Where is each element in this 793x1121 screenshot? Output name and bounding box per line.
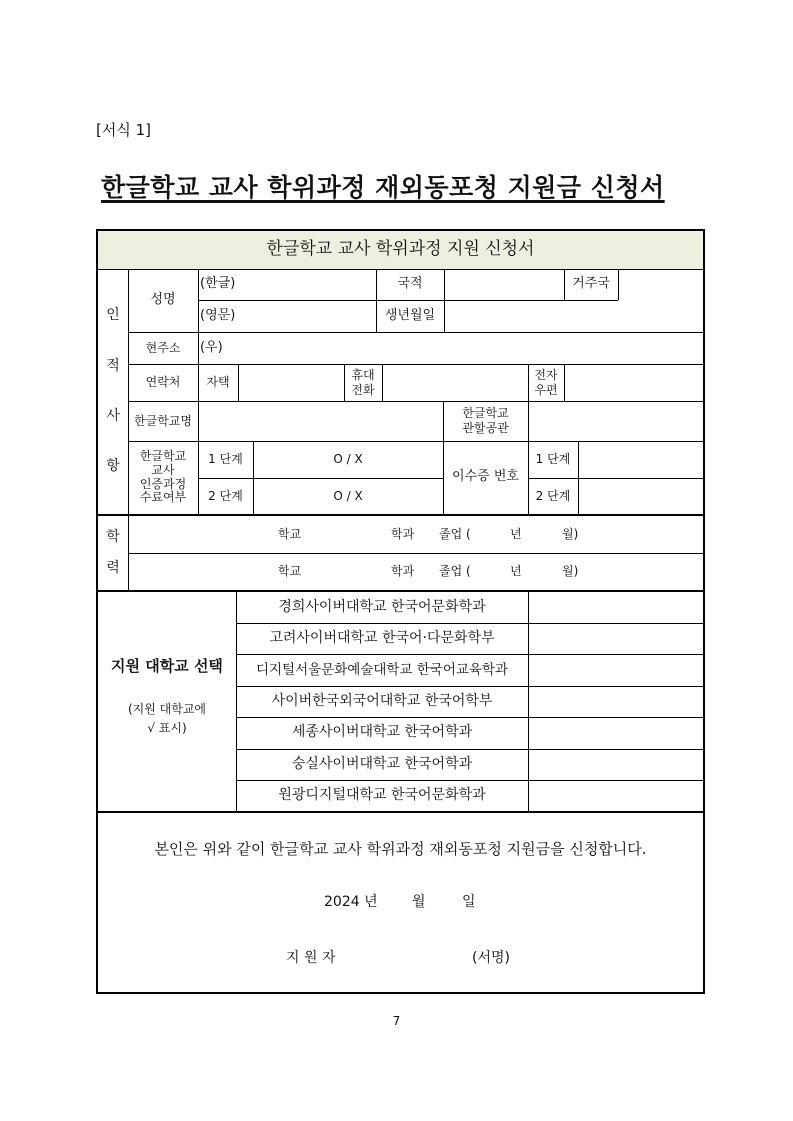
school-name-label: 한글학교명 [134,413,192,428]
education-row-2[interactable] [128,553,703,590]
contact-label: 연락처 [145,375,181,389]
stage2-ox-field[interactable]: O / X [333,488,363,503]
birth-date-label: 생년월일 [384,307,436,323]
stage2-label: 2 단계 [208,488,243,503]
consulate-label-line: 관할공관 [462,421,509,435]
mobile-label-line: 휴대 [351,367,375,382]
declaration-statement: 본인은 위와 같이 한글학교 교사 학위과정 재외동포청 지원금을 신청합니다. [154,839,647,858]
signature-label[interactable]: (서명) [472,950,510,967]
date-year: 2024 년 [324,894,378,911]
cert-stage2-field[interactable] [578,478,703,514]
consulate-field[interactable] [528,401,703,441]
university-check-cell[interactable] [528,623,703,654]
year-suffix: 년 [510,527,522,541]
page-number: 7 [392,1014,401,1028]
cert-label-line: 한글학교 [139,448,187,463]
section-char: 사 [106,407,120,424]
cert-stage2-label: 2 단계 [535,488,571,503]
support-note-line: (지원 대학교에 [127,701,207,716]
graduation-label: 졸업 ( [439,564,471,578]
university-option: 원광디지털대학교 한국어문화학과 [278,786,486,803]
mobile-phone-field[interactable] [382,364,528,401]
personal-section-label [98,269,128,514]
document-title: 한글학교 교사 학위과정 재외동포청 지원금 신청서 [101,173,665,202]
name-label: 성명 [150,292,176,308]
section-char: 인 [106,307,120,324]
dept-suffix: 학과 [391,564,415,578]
application-form-table [96,229,705,994]
mobile-label-line: 전화 [351,382,375,397]
university-check-cell[interactable] [528,780,703,811]
cert-label-line: 교사 [151,462,175,477]
university-check-cell[interactable] [528,592,703,623]
education-row-1[interactable] [128,516,703,553]
table-title: 한글학교 교사 학위과정 지원 신청서 [98,231,703,269]
section-char: 학 [106,528,120,545]
university-option: 숭실사이버대학교 한국어학과 [291,755,473,772]
school-suffix: 학교 [278,527,302,541]
month-suffix: 월) [562,564,579,578]
dept-suffix: 학과 [391,527,415,541]
email-label-line: 전자 [534,367,558,382]
home-phone-label: 자택 [206,375,230,389]
university-option: 사이버한국외국어대학교 한국어학부 [271,692,493,709]
university-option: 디지털서울문화예술대학교 한국어교육학과 [255,661,509,678]
stage1-label: 1 단계 [208,452,243,466]
residence-country-label: 거주국 [572,276,610,292]
cert-label-line: 인증과정 [139,476,187,491]
stage1-ox-field[interactable]: O / X [333,452,363,466]
university-check-cell[interactable] [528,749,703,780]
university-check-cell[interactable] [528,654,703,686]
graduation-label: 졸업 ( [439,527,471,541]
section-char: 항 [106,458,120,475]
university-option: 경희사이버대학교 한국어문화학과 [278,598,486,615]
applicant-signature-line [98,947,703,971]
date-month: 월 [412,894,426,911]
cert-stage1-label: 1 단계 [535,452,571,466]
address-label: 현주소 [145,340,181,355]
consulate-label [443,401,528,441]
school-name-field[interactable] [198,401,443,441]
month-suffix: 월) [562,527,579,541]
university-check-cell[interactable] [528,686,703,717]
certificate-number-label: 이수증 번호 [452,469,519,485]
email-label-line: 우편 [534,382,558,397]
cert-stage1-field[interactable] [578,441,703,478]
email-field[interactable] [564,364,703,401]
address-field[interactable]: (우) [200,339,223,355]
consulate-label-line: 한글학교 [462,406,509,420]
date-day: 일 [462,894,476,911]
section-char: 적 [106,357,120,374]
support-title: 지원 대학교 선택 [111,657,223,676]
application-date [98,891,703,915]
education-section-label [98,516,128,590]
mobile-phone-label [344,364,382,401]
english-name-field[interactable]: (영문) [200,307,236,323]
cert-label-line: 수료여부 [139,490,187,505]
university-option: 고려사이버대학교 한국어·다문화학부 [269,629,495,646]
nationality-field[interactable] [444,269,564,300]
korean-name-field[interactable]: (한글) [200,276,236,292]
form-label: [서식 1] [96,121,151,139]
home-phone-field[interactable] [238,364,344,401]
university-option: 세종사이버대학교 한국어학과 [291,724,473,741]
university-check-cell[interactable] [528,717,703,749]
residence-country-field[interactable] [618,269,703,300]
year-suffix: 년 [510,564,522,578]
nationality-label: 국적 [397,276,423,292]
certification-label [128,441,198,514]
section-char: 력 [106,559,120,576]
birth-date-field[interactable] [444,300,703,332]
applicant-label: 지 원 자 [286,950,336,967]
support-university-label [98,592,236,811]
school-suffix: 학교 [278,564,302,578]
support-note-line: √ 표시) [147,720,187,735]
email-label [528,364,564,401]
